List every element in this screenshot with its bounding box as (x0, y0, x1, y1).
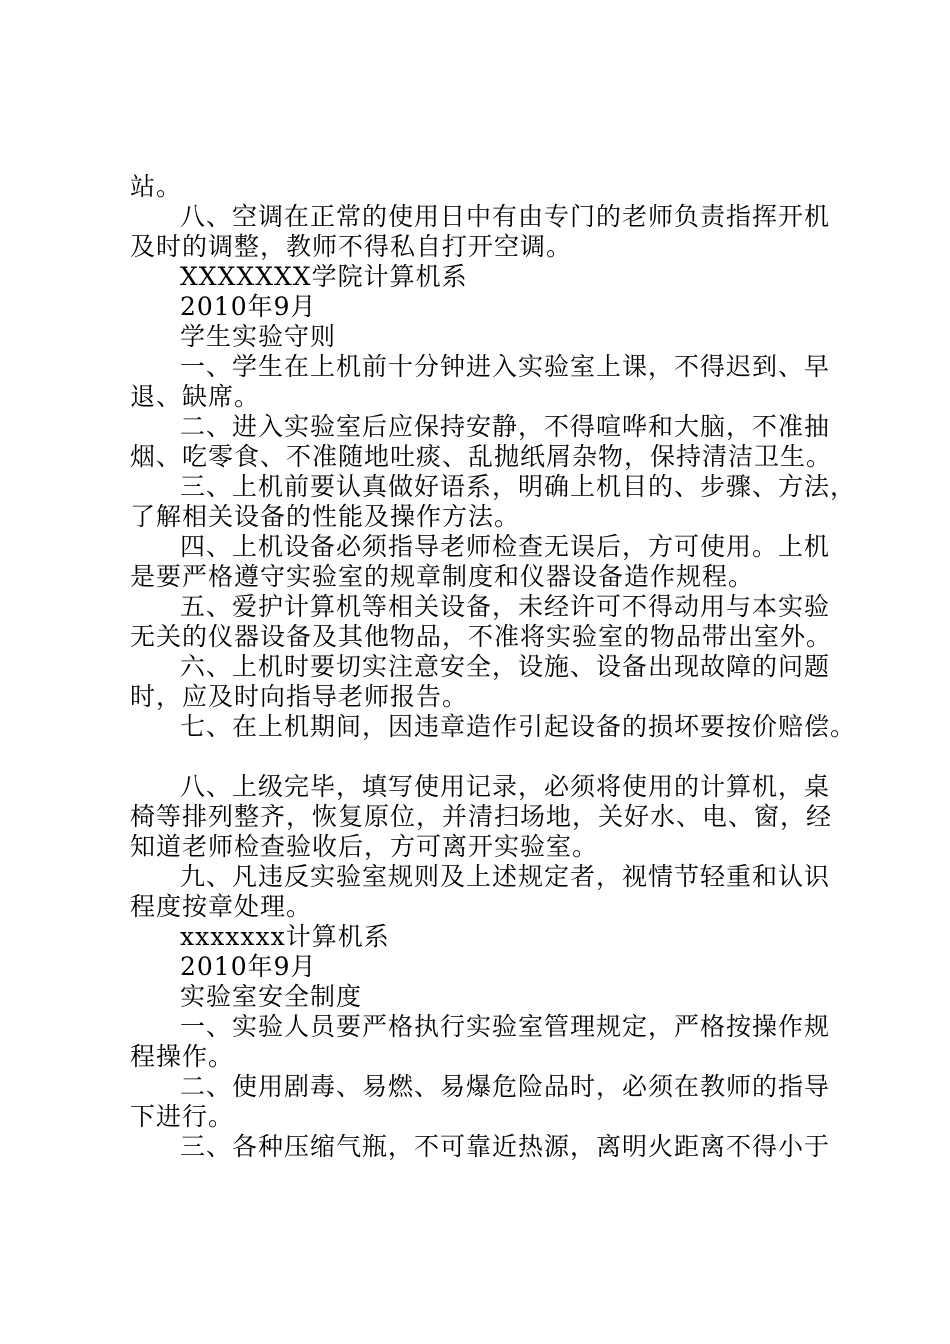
signature-date: 2010年9月 (180, 952, 317, 981)
text-line: 站。 (130, 172, 183, 201)
text-line: 七、在上机期间，因违章造作引起设备的损坏要按价赔偿。 (180, 712, 857, 741)
text-line: 三、上机前要认真做好语系，明确上机目的、步骤、方法， (180, 472, 857, 501)
text-line: 是要严格遵守实验室的规章制度和仪器设备造作规程。 (130, 562, 755, 591)
text-line: 一、实验人员要严格执行实验室管理规定，严格按操作规 (180, 1012, 831, 1041)
text-line: 二、进入实验室后应保持安静，不得喧哗和大脑，不准抽 (180, 412, 831, 441)
text-line: 烟、吃零食、不准随地吐痰、乱抛纸屑杂物，保持清洁卫生。 (130, 442, 833, 471)
text-line: 椅等排列整齐，恢复原位，并清扫场地，关好水、电、窗，经 (130, 802, 833, 831)
text-line: 程度按章处理。 (130, 892, 313, 921)
text-line: 九、凡违反实验室规则及上述规定者，视情节轻重和认识 (180, 862, 831, 891)
text-line: 知道老师检查验收后，方可离开实验室。 (130, 832, 599, 861)
text-line: 退、缺席。 (130, 382, 261, 411)
text-line: 一、学生在上机前十分钟进入实验室上课，不得迟到、早 (180, 352, 831, 381)
text-line: 三、各种压缩气瓶，不可靠近热源，离明火距离不得小于 (180, 1132, 831, 1161)
text-line: 了解相关设备的性能及操作方法。 (130, 502, 521, 531)
text-line: 六、上机时要切实注意安全，设施、设备出现故障的问题 (180, 652, 831, 681)
text-line: 时，应及时向指导老师报告。 (130, 682, 469, 711)
signature-department: xxxxxxx计算机系 (180, 922, 390, 951)
text-line: 无关的仪器设备及其他物品，不准将实验室的物品带出室外。 (130, 622, 833, 651)
text-line: 八、上级完毕，填写使用记录，必须将使用的计算机，桌 (180, 772, 831, 801)
blank-line (130, 742, 840, 772)
section-title: 学生实验守则 (180, 322, 337, 351)
signature-department: XXXXXXX学院计算机系 (180, 262, 468, 291)
text-line: 程操作。 (130, 1042, 235, 1071)
text-line: 二、使用剧毒、易燃、易爆危险品时，必须在教师的指导 (180, 1072, 831, 1101)
text-line: 下进行。 (130, 1102, 235, 1131)
text-line: 四、上机设备必须指导老师检查无误后，方可使用。上机 (180, 532, 831, 561)
document-page (130, 172, 857, 1162)
text-line: 五、爱护计算机等相关设备，未经许可不得动用与本实验 (180, 592, 831, 621)
signature-date: 2010年9月 (180, 292, 317, 321)
text-line: 八、空调在正常的使用日中有由专门的老师负责指挥开机 (180, 202, 831, 231)
section-title: 实验室安全制度 (180, 982, 363, 1011)
text-line: 及时的调整，教师不得私自打开空调。 (130, 232, 573, 261)
